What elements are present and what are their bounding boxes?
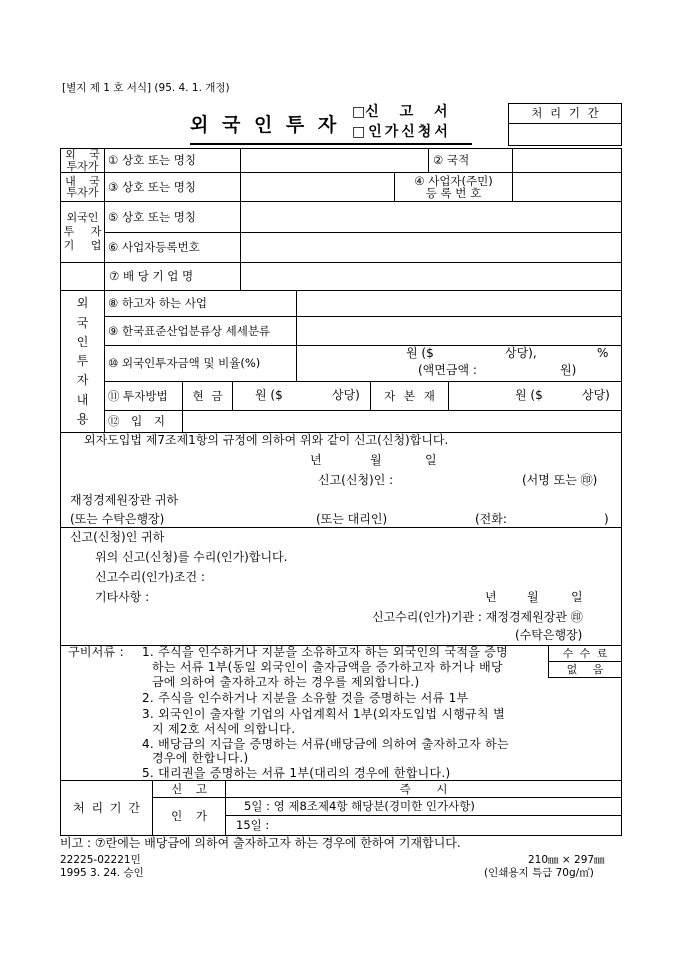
capital-goods-equivalent-text: 상당) <box>582 388 610 402</box>
side-label-char: 인 <box>76 334 89 349</box>
approval-authority: 신고수리(인가)기관 : 재정경제원장관 ㊞ <box>372 610 583 624</box>
side-label-char: 내 <box>76 392 89 407</box>
approval-statement: 위의 신고(신청)를 수리(인가)합니다. <box>95 550 288 564</box>
dividend-company-field <box>240 262 622 291</box>
paper-spec: (인쇄용지 특급 70g/㎡) <box>484 867 594 879</box>
remark: 비고 : ⑦란에는 배당금에 의하여 출자하고자 하는 경우에 한하여 기재합니다. <box>60 836 461 850</box>
location-label: ⑫ 입 지 <box>104 410 183 433</box>
amount-won-text: 원 ($ <box>406 346 434 360</box>
intended-business-field <box>296 290 622 317</box>
side-label-char: 국 <box>76 315 89 330</box>
declaration-year: 년 <box>310 453 322 467</box>
phone-label: (전화: <box>475 512 507 526</box>
required-document-line: 4. 배당금의 지급을 증명하는 서류(배당금에 의하여 출자하고자 하는 <box>142 737 509 751</box>
approval-date: 1995 3. 24. 승인 <box>60 867 144 879</box>
cash-label: 현 금 <box>182 381 233 411</box>
dividend-company-side-cell <box>60 262 105 291</box>
approval-authority-alt: (수탁은행장) <box>515 628 583 642</box>
fee-value: 없 음 <box>548 661 622 678</box>
domestic-investor-name-field <box>240 172 395 202</box>
capital-goods-won-text: 원 ($ <box>515 388 543 402</box>
side-label-char: 외 <box>76 296 89 311</box>
approval-short-period: 5일 : 영 제8조제4항 해당분(경미한 인가사항) <box>225 797 622 816</box>
report-period-value: 즉 시 <box>225 780 622 798</box>
form-title: 외 국 인 투 자 <box>190 114 337 136</box>
nationality-label: ② 국적 <box>428 148 513 173</box>
location-field <box>182 410 622 433</box>
form-code: 22225-02221민 <box>60 854 141 866</box>
declaration-statement: 외자도입법 제7조제1항의 규정에 의하여 위와 같이 신고(신청)합니다. <box>84 433 449 447</box>
required-document-line: 5. 대리권을 증명하는 서류 1부(대리의 경우에 한합니다.) <box>142 766 451 780</box>
intended-business-label: ⑧ 하고자 하는 사업 <box>104 290 297 317</box>
amount-percent-text: % <box>597 346 609 360</box>
invested-company-label: 외국인 투 자 기 업 <box>60 201 105 263</box>
required-document-line: 1. 주식을 인수하거나 지분을 소유하고자 하는 외국인의 국적을 증명 <box>142 645 509 659</box>
report-label: 신 고 <box>152 780 226 798</box>
business-registration-field <box>240 232 622 263</box>
processing-period-label: 처 리 기 간 <box>60 780 153 836</box>
declaration-addressee-alt: (또는 수탁은행장) <box>70 512 165 526</box>
required-document-line: 금에 의하여 출자하고자 하는 경우를 제외합니다.) <box>152 675 420 689</box>
registration-number-label: ④ 사업자(주민) 등 록 번 호 <box>394 172 513 202</box>
agent-label: (또는 대리인) <box>316 512 388 526</box>
processing-period-box-label: 처 리 기 간 <box>508 103 622 124</box>
side-label-char: 투 <box>76 354 89 368</box>
declaration-addressee: 재정경제원장관 귀하 <box>70 493 179 507</box>
approval-conditions: 신고수리(인가)조건 : <box>95 570 205 584</box>
phone-close: ) <box>604 512 609 526</box>
required-documents-label: 구비서류 : <box>68 645 125 659</box>
foreign-investor-name-label: ① 상호 또는 명칭 <box>104 148 241 173</box>
registration-number-field <box>512 172 622 202</box>
investment-amount-label: ⑩ 외국인투자금액 및 비율(%) <box>104 345 297 382</box>
required-document-line: 하는 서류 1부(동일 외국인이 출자금액을 증가하고자 하거나 배당 <box>152 660 503 674</box>
fee-label: 수 수 료 <box>548 645 622 662</box>
side-label-char: 자 <box>76 373 89 388</box>
foreign-investor-name-field <box>240 148 429 173</box>
processing-period-box-value <box>508 123 622 146</box>
company-name-label: ⑤ 상호 또는 명칭 <box>104 201 241 233</box>
cash-won-text: 원 ($ <box>255 388 283 402</box>
industry-classification-field <box>296 316 622 346</box>
required-document-line: 지 제2호 서식에 의합니다. <box>152 722 296 736</box>
company-name-field <box>240 201 622 233</box>
cash-equivalent-text: 상당) <box>332 388 360 402</box>
approval-year: 년 <box>485 590 497 604</box>
industry-classification-label: ⑨ 한국표준산업분류상 세세분류 <box>104 316 297 346</box>
approval-label: 인 가 <box>152 797 226 836</box>
approval-day: 일 <box>571 590 583 604</box>
applicant-label: 신고(신청)인 : <box>318 473 394 487</box>
dividend-company-label: ⑦ 배 당 기 업 명 <box>104 262 241 291</box>
face-value-won-text: 원) <box>560 363 577 377</box>
approval-long-period: 15일 : <box>225 815 622 836</box>
declaration-day: 일 <box>425 453 437 467</box>
investment-method-label: ⑪ 투자방법 <box>104 381 183 411</box>
approval-other: 기타사항 : <box>95 590 150 604</box>
approval-addressee: 신고(신청)인 귀하 <box>70 530 165 544</box>
side-label-char: 용 <box>76 411 89 426</box>
capital-goods-label: 자 본 재 <box>370 381 449 411</box>
foreign-investor-label: 외 국 투자가 <box>60 148 105 173</box>
domestic-investor-label: 내 국 투자가 <box>60 172 105 202</box>
paper-size: 210㎜ × 297㎜ <box>528 854 605 866</box>
declaration-month: 월 <box>370 453 382 467</box>
form-number: [별지 제 1 호 서식] (95. 4. 1. 개정) <box>62 82 230 94</box>
approval-application-option: □인가신청서 <box>352 124 451 140</box>
nationality-field <box>512 148 622 173</box>
signature-label: (서명 또는 ㊞) <box>522 473 598 487</box>
face-value-text: (액면금액 : <box>418 363 477 377</box>
domestic-investor-name-label: ③ 상호 또는 명칭 <box>104 172 241 202</box>
investment-details-side-label <box>60 290 105 433</box>
title-underline <box>190 143 472 145</box>
required-document-line: 3. 외국인이 출자할 기업의 사업계획서 1부(외자도입법 시행규칙 별 <box>142 707 505 721</box>
report-option: □신 고 서 <box>352 104 448 120</box>
approval-month: 월 <box>527 590 539 604</box>
required-document-line: 경우에 한합니다.) <box>152 751 249 765</box>
business-registration-label: ⑥ 사업자등록번호 <box>104 232 241 263</box>
required-document-line: 2. 주식을 인수하거나 지분을 소유할 것을 증명하는 서류 1부 <box>142 691 469 705</box>
amount-equivalent-text: 상당), <box>505 346 537 360</box>
